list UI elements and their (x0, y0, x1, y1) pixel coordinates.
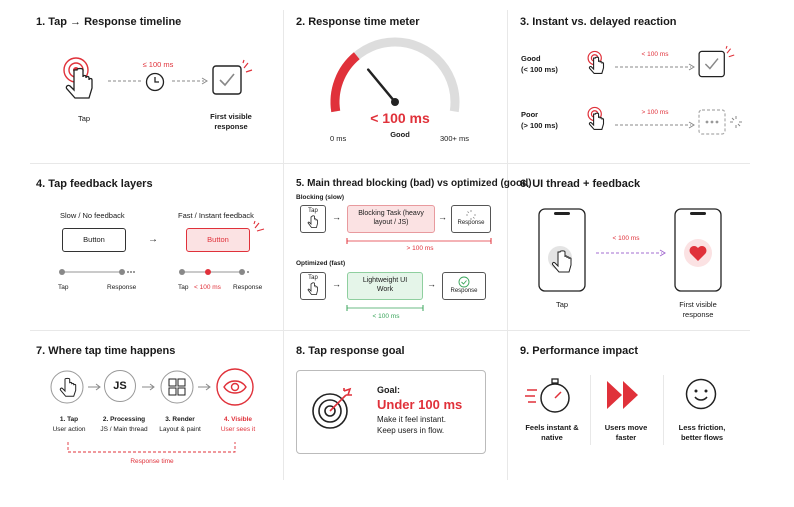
check-box-icon (212, 60, 256, 100)
arrow-icon (142, 383, 156, 391)
panel-4-title: 4. Tap feedback layers (36, 178, 153, 190)
panel-1-title: 1. Tap → Response timeline (36, 16, 182, 28)
step-sub: JS / Main thread (100, 426, 148, 433)
optimized-tap-label: Tap (308, 275, 318, 281)
arrow-icon: → (332, 279, 341, 289)
panel-3-title: 3. Instant vs. delayed reaction (520, 16, 677, 28)
fast-forward-icon (606, 380, 640, 410)
divider (30, 330, 750, 331)
good-sub: (< 100 ms) (521, 65, 558, 74)
fast-tap-label: Tap (178, 284, 189, 291)
panel-6-title: 6. UI thread + feedback (520, 178, 641, 190)
tap-step-icon (50, 370, 84, 404)
meter-rating: Good (390, 130, 410, 139)
fast-time-label: < 100 ms (194, 284, 221, 291)
goal-label: Goal: (377, 385, 401, 395)
step-label: 4. Visible (223, 416, 253, 423)
eye-icon (216, 368, 254, 406)
tap-finger-icon (587, 50, 609, 76)
fast-label: Fast / Instant feedback (178, 211, 254, 220)
step-sub: Layout & paint (159, 426, 201, 433)
step-sub: User sees it (220, 426, 256, 433)
phone-tap-icon (538, 208, 586, 292)
arrow-icon: → (148, 234, 158, 245)
slow-timeline (58, 268, 138, 276)
divider (30, 163, 750, 164)
good-label: Good (521, 54, 541, 63)
thread-time: < 100 ms (612, 235, 640, 242)
divider (663, 375, 664, 445)
optimized-response-box (442, 272, 486, 300)
tap-finger-icon (62, 56, 102, 102)
finger-icon (308, 216, 318, 228)
clock-icon (145, 72, 165, 92)
optimized-response-label: Response (450, 288, 478, 295)
blocking-tap-label: Tap (308, 208, 318, 214)
arrow-icon: → (438, 212, 447, 222)
divider (590, 375, 591, 445)
optimized-time: < 100 ms (372, 313, 400, 320)
poor-time: > 100 ms (641, 109, 669, 116)
button-fast[interactable]: Button (186, 228, 250, 252)
check-circle-icon (458, 276, 470, 288)
goal-target: Under 100 ms (377, 397, 463, 412)
poor-sub: (> 100 ms) (521, 121, 558, 130)
stopwatch-icon (525, 374, 575, 416)
panel-5-title: 5. Main thread blocking (bad) vs optimized (good) (296, 178, 532, 189)
fast-response-label: Response (233, 284, 263, 291)
spinner-icon (466, 210, 476, 220)
blocking-response-box (451, 205, 491, 233)
meter-needle (368, 70, 395, 102)
fast-timeline (178, 268, 262, 276)
impact-label-2: Users move faster (604, 423, 648, 442)
dashed-arrow (615, 64, 695, 70)
slow-tap-label: Tap (58, 284, 69, 291)
target-icon (310, 385, 358, 433)
tap-finger-icon (587, 106, 609, 132)
dashed-arrow (172, 78, 208, 84)
first-response-label: First visible response (210, 112, 252, 131)
response-time-label: Response time (130, 458, 174, 465)
goal-line-2: Keep users in flow. (377, 426, 445, 435)
tap-label: Tap (77, 114, 91, 123)
goal-line-1: Make it feel instant. (377, 415, 446, 424)
blocking-tap-box (300, 205, 326, 233)
js-text: JS (113, 380, 127, 392)
blocking-response-label: Response (457, 220, 485, 227)
meter-fill (335, 56, 357, 112)
divider (507, 10, 508, 480)
divider (283, 10, 284, 480)
panel-2-title: 2. Response time meter (296, 16, 420, 28)
button-slow[interactable]: Button (62, 228, 126, 252)
arrow-icon (198, 383, 212, 391)
dashed-arrow (108, 78, 142, 84)
meter-value: < 100 ms (370, 110, 430, 126)
impact-label-3: Less friction, better flows (678, 423, 726, 442)
dashed-arrow (596, 250, 666, 256)
blocking-span (347, 238, 493, 244)
step-label: 1. Tap (59, 416, 79, 423)
poor-label: Poor (521, 110, 539, 119)
arrow-icon: → (332, 212, 341, 222)
loading-box-icon (698, 108, 746, 138)
arrow-icon: → (427, 279, 436, 289)
js-step-icon (104, 370, 136, 402)
step-label: 3. Render (165, 416, 195, 423)
finger-icon (308, 283, 318, 295)
blocking-task-box: Blocking Task (heavy layout / JS) (347, 205, 435, 233)
impact-label-1: Feels instant & native (525, 423, 579, 442)
optimized-label: Optimized (fast) (296, 260, 346, 267)
step-sub: User action (52, 426, 86, 433)
spark-icon (252, 220, 266, 234)
arrow-icon (88, 383, 102, 391)
timeline-time: ≤ 100 ms (142, 60, 174, 69)
blocking-time: > 100 ms (406, 245, 434, 252)
phone-tap-label: Tap (555, 300, 569, 309)
grid-layout-icon (160, 370, 194, 404)
optimized-tap-box (300, 272, 326, 300)
step-label: 2. Processing (102, 416, 146, 423)
light-task-box: Lightweight UI Work (347, 272, 423, 300)
panel-9-title: 9. Performance impact (520, 345, 638, 357)
slow-label: Slow / No feedback (60, 211, 125, 220)
slow-response-label: Response (107, 284, 137, 291)
meter-max: 300+ ms (440, 134, 469, 143)
smiley-icon (685, 378, 717, 410)
phone-response-label: First visible response (679, 300, 717, 319)
blocking-label: Blocking (slow) (296, 194, 345, 201)
optimized-span (347, 305, 427, 311)
response-time-bracket (67, 442, 237, 458)
check-box-icon (698, 46, 738, 82)
good-time: < 100 ms (641, 51, 669, 58)
meter-hub (391, 98, 399, 106)
panel-8-title: 8. Tap response goal (296, 345, 405, 357)
phone-heart-icon (674, 208, 722, 292)
panel-7-title: 7. Where tap time happens (36, 345, 176, 357)
dashed-arrow (615, 122, 695, 128)
meter-min: 0 ms (330, 134, 347, 143)
